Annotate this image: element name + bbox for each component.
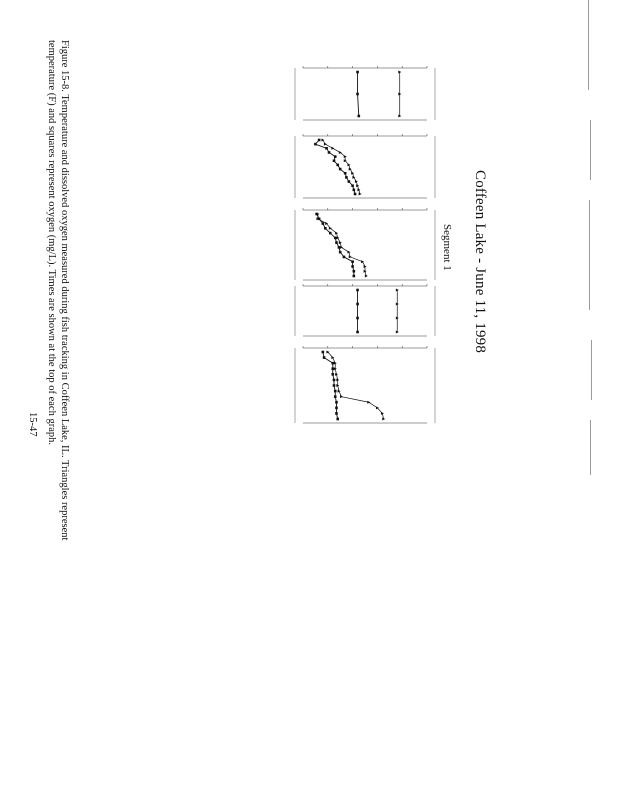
square-marker	[356, 289, 359, 292]
square-marker	[334, 390, 337, 393]
segment-subtitle: Segment 1	[441, 224, 453, 271]
square-marker	[334, 395, 337, 398]
square-marker	[335, 407, 338, 410]
square-marker	[335, 241, 338, 244]
square-marker	[331, 362, 334, 365]
square-marker	[351, 265, 354, 268]
square-marker	[356, 93, 359, 96]
square-marker	[328, 151, 331, 154]
triangle-marker	[365, 275, 368, 278]
series-line	[315, 140, 355, 194]
square-marker	[325, 147, 328, 150]
square-marker	[351, 184, 354, 187]
square-marker	[322, 222, 325, 225]
square-marker	[356, 303, 359, 306]
triangle-marker	[352, 176, 355, 179]
square-marker	[323, 356, 326, 359]
square-marker	[322, 351, 325, 354]
caption-line: Figure 15-8. Temperature and dissolved oxygen measured during fish tracking in Coffeen Lake, IL. Triangles represent	[59, 40, 70, 541]
triangle-marker	[361, 260, 364, 263]
scanner-edge-streak	[588, 0, 608, 480]
depth-profile-figure	[275, 48, 445, 438]
square-marker	[333, 159, 336, 162]
square-marker	[356, 317, 359, 320]
triangle-marker	[331, 147, 334, 150]
triangle-marker	[359, 193, 362, 196]
square-marker	[336, 418, 339, 421]
square-marker	[334, 237, 337, 240]
caption-line: temperature (F) and squares represent oxygen (mg/L). Times are shown at the top of each graph.	[46, 40, 57, 446]
square-marker	[314, 143, 317, 146]
square-marker	[356, 71, 359, 74]
square-marker	[345, 176, 348, 179]
triangle-marker	[340, 395, 343, 398]
square-marker	[324, 227, 327, 230]
square-marker	[348, 180, 351, 183]
square-marker	[331, 367, 334, 370]
square-marker	[358, 115, 361, 118]
square-marker	[353, 275, 356, 278]
square-marker	[356, 331, 359, 334]
triangle-marker	[349, 168, 352, 171]
square-marker	[351, 260, 354, 263]
triangle-marker	[321, 139, 324, 142]
square-marker	[334, 155, 337, 158]
triangle-marker	[336, 236, 339, 239]
square-marker	[318, 139, 321, 142]
square-marker	[343, 256, 346, 259]
square-marker	[333, 379, 336, 382]
square-marker	[344, 172, 347, 175]
square-marker	[335, 401, 338, 404]
square-marker	[333, 384, 336, 387]
square-marker	[353, 270, 356, 273]
triangle-marker	[349, 255, 352, 258]
figure-caption	[45, 40, 71, 540]
square-marker	[354, 193, 357, 196]
square-marker	[338, 246, 341, 249]
square-marker	[339, 251, 342, 254]
square-marker	[331, 373, 334, 376]
page-title: Coffeen Lake - June 11, 1998	[472, 170, 488, 354]
page-number: 15-47	[27, 412, 38, 437]
square-marker	[336, 164, 339, 167]
triangle-marker	[324, 143, 327, 146]
series-line	[323, 140, 360, 194]
square-marker	[339, 168, 342, 171]
square-marker	[329, 232, 332, 235]
square-marker	[335, 412, 338, 415]
square-marker	[353, 189, 356, 192]
series-line	[318, 214, 366, 276]
